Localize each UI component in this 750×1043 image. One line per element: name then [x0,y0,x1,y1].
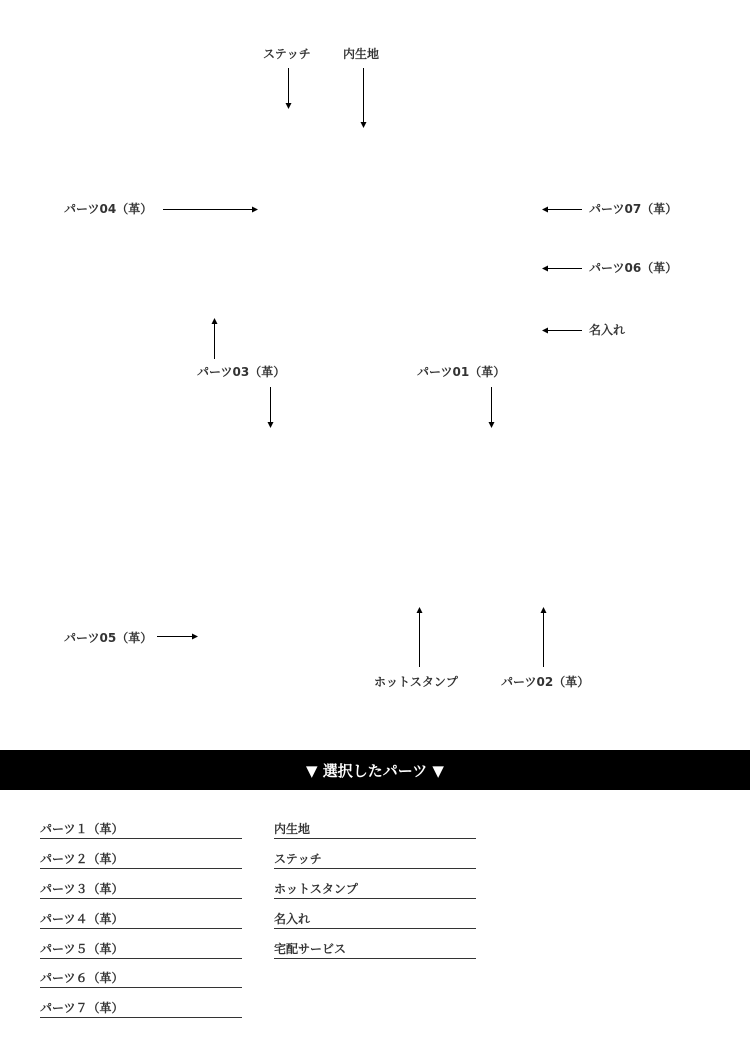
arrow-part01 [489,387,495,428]
arrow-part06 [542,266,582,272]
selected-parts-list-right [274,818,476,967]
selected-part-row[interactable]: パーツ４（革） [40,908,242,929]
arrow-part07 [542,207,582,213]
arrow-name-engraving [542,328,582,334]
arrow-part04 [163,207,258,213]
selected-part-row[interactable]: パーツ２（革） [40,848,242,869]
selected-part-row[interactable]: パーツ６（革） [40,967,242,988]
arrow-part02 [541,607,547,667]
label-name-engraving: 名入れ [589,323,626,337]
selected-option-row[interactable]: ホットスタンプ [274,878,476,899]
arrow-part03-down [268,387,274,428]
selected-part-row[interactable]: パーツ１（革） [40,818,242,839]
label-lining: 内生地 [343,47,380,61]
label-part04: パーツ04（革） [64,202,153,216]
arrow-hot-stamp [417,607,423,667]
label-hot-stamp: ホットスタンプ [374,675,458,689]
selected-option-row[interactable]: 宅配サービス [274,938,476,959]
label-part03: パーツ03（革） [197,365,286,379]
label-stitch: ステッチ [263,47,311,61]
arrow-lining [361,68,367,128]
selected-part-row[interactable]: パーツ７（革） [40,997,242,1018]
label-part02: パーツ02（革） [501,675,590,689]
selected-option-row[interactable]: 名入れ [274,908,476,929]
selected-option-row[interactable]: 内生地 [274,818,476,839]
label-part01: パーツ01（革） [417,365,506,379]
arrow-part03-up [212,318,218,359]
selected-parts-list-left [40,818,242,1027]
selected-part-row[interactable]: パーツ３（革） [40,878,242,899]
label-part07: パーツ07（革） [589,202,678,216]
arrow-part05 [157,634,198,640]
selected-part-row[interactable]: パーツ５（革） [40,938,242,959]
label-part06: パーツ06（革） [589,261,678,275]
label-part05: パーツ05（革） [64,631,153,645]
arrow-stitch [286,68,292,109]
selected-parts-header: ▼ 選択したパーツ ▼ [0,750,750,790]
selected-option-row[interactable]: ステッチ [274,848,476,869]
